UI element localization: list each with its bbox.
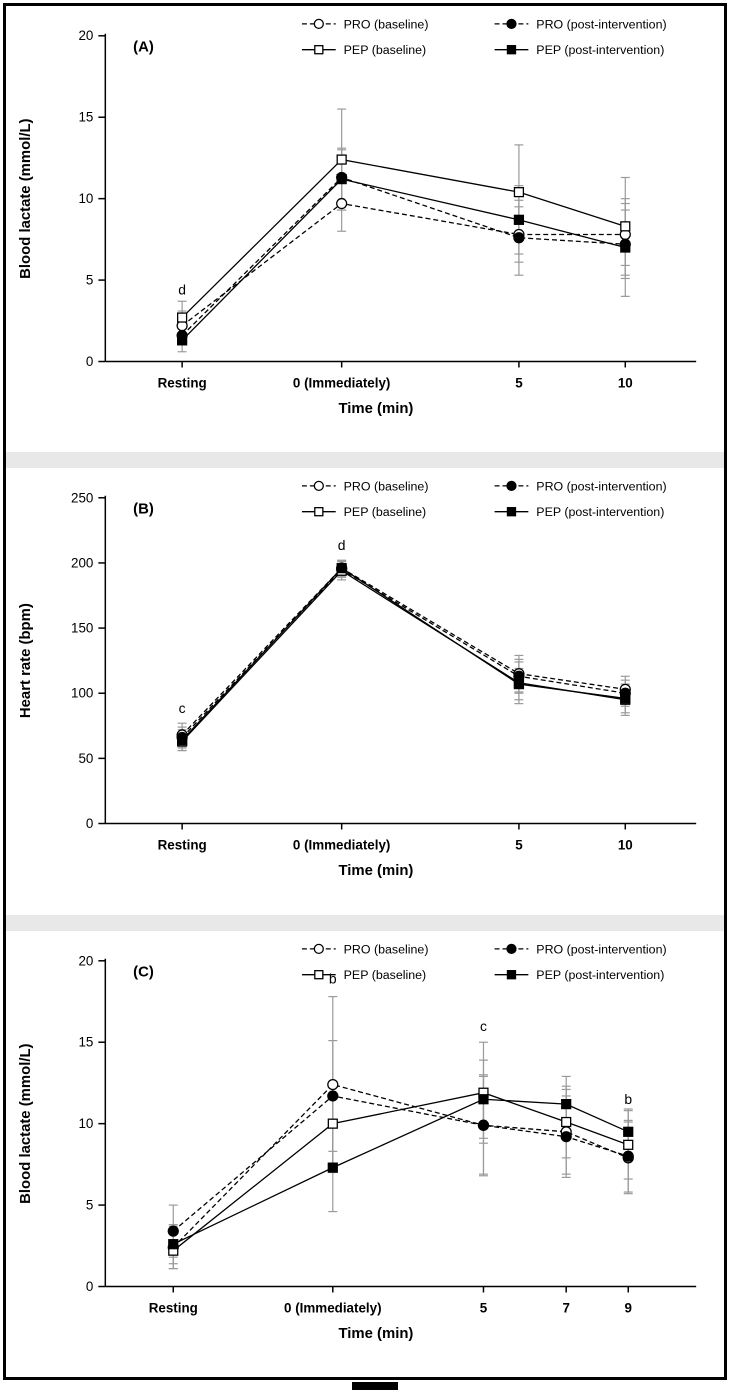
legend-label: PEP (baseline): [343, 967, 427, 982]
legend-marker-open-square: [315, 508, 323, 516]
legend-label: PRO (baseline): [343, 942, 429, 957]
data-point-filled-square: [337, 175, 346, 184]
error-bars: [178, 561, 630, 751]
data-point-filled-circle: [623, 1151, 633, 1161]
data-point-filled-square: [621, 694, 630, 703]
legend-label: PEP (baseline): [343, 43, 427, 58]
data-point-filled-square: [621, 243, 630, 252]
series-line: [182, 570, 625, 738]
sig-annotation: c: [479, 1017, 487, 1034]
panel-b-heart-rate-chart: [6, 468, 724, 914]
y-tick-label: 10: [78, 1115, 94, 1131]
legend-marker-filled-circle: [507, 482, 516, 491]
x-tick-label: Resting: [157, 837, 207, 853]
data-point-filled-square: [178, 736, 187, 745]
legend-label: PRO (post-intervention): [536, 17, 667, 32]
legend-label: PRO (post-intervention): [536, 942, 667, 957]
y-tick-label: 5: [85, 1197, 94, 1213]
legend: [302, 480, 667, 520]
y-tick-label: 200: [71, 555, 94, 571]
legend-label: PEP (post-intervention): [536, 43, 665, 58]
x-axis-title: Time (min): [338, 1325, 414, 1342]
data-point-open-square: [624, 1140, 633, 1149]
panel-divider: [6, 915, 724, 931]
legend: [302, 17, 667, 57]
data-point-filled-circle: [561, 1131, 571, 1141]
legend-marker-filled-circle: [507, 944, 516, 953]
y-tick-label: 0: [85, 353, 94, 369]
chart-panel-(B): [6, 468, 724, 911]
x-tick-label: 9: [624, 1299, 632, 1315]
series-line: [182, 571, 625, 742]
x-tick-label: 10: [617, 837, 633, 853]
data-point-filled-square: [514, 680, 523, 689]
sig-annotation: d: [178, 281, 186, 298]
x-tick-label: 10: [617, 375, 633, 391]
x-tick-label: 7: [562, 1299, 570, 1315]
y-tick-label: 50: [78, 751, 94, 767]
y-tick-label: 250: [71, 490, 94, 506]
panel-label: (C): [133, 964, 154, 981]
panel-c-blood-lactate-chart: [6, 931, 724, 1377]
axes: [98, 34, 696, 368]
sig-annotation: c: [178, 700, 186, 717]
x-axis-title: Time (min): [338, 401, 414, 418]
axes: [98, 496, 696, 830]
y-tick-label: 15: [78, 1034, 94, 1050]
legend: [302, 942, 667, 982]
y-tick-label: 0: [85, 816, 94, 832]
data-point-filled-square: [328, 1163, 337, 1172]
legend-marker-filled-square: [507, 508, 515, 516]
y-axis-title: Blood lactate (mmol/L): [17, 1043, 34, 1204]
data-point-filled-square: [169, 1239, 178, 1248]
legend-marker-filled-square: [507, 46, 515, 54]
y-axis-title: Blood lactate (mmol/L): [17, 118, 34, 279]
x-tick-label: 5: [479, 1299, 488, 1315]
panel-a-blood-lactate-chart: [6, 6, 724, 452]
legend-label: PRO (baseline): [343, 17, 429, 32]
y-tick-label: 100: [71, 686, 94, 702]
data-point-open-square: [514, 188, 523, 197]
legend-marker-filled-square: [507, 970, 515, 978]
data-point-filled-circle: [168, 1226, 178, 1236]
series-line: [182, 179, 625, 340]
x-tick-label: 0 (Immediately): [292, 837, 391, 853]
x-tick-label: Resting: [148, 1299, 198, 1315]
data-point-filled-square: [624, 1127, 633, 1136]
axes: [98, 958, 696, 1292]
y-tick-label: 150: [71, 620, 94, 636]
y-tick-label: 15: [78, 109, 94, 125]
data-point-open-square: [621, 222, 630, 231]
legend-label: PEP (baseline): [343, 505, 427, 520]
series-line: [182, 568, 625, 735]
sig-annotation: d: [337, 537, 346, 554]
data-point-open-square: [337, 155, 346, 164]
x-tick-label: 0 (Immediately): [284, 1299, 382, 1315]
y-tick-label: 5: [85, 272, 94, 288]
data-point-filled-circle: [479, 1120, 489, 1130]
x-tick-label: 5: [515, 375, 523, 391]
x-tick-label: 0 (Immediately): [292, 375, 391, 391]
legend-label: PEP (post-intervention): [536, 505, 665, 520]
legend-label: PEP (post-intervention): [536, 967, 665, 982]
chart-panel-(C): [6, 931, 724, 1374]
y-tick-label: 10: [78, 191, 94, 207]
legend-marker-open-circle: [314, 944, 323, 953]
legend-marker-open-square: [315, 970, 323, 978]
y-tick-label: 0: [85, 1278, 94, 1294]
legend-label: PRO (post-intervention): [536, 479, 667, 494]
x-tick-label: Resting: [157, 375, 207, 391]
sig-annotation: b: [328, 970, 337, 987]
series-line: [182, 160, 625, 318]
data-point-open-circle: [337, 199, 347, 209]
panel-divider: [6, 452, 724, 468]
chart-panel-(A): [6, 6, 724, 449]
figure-frame: [3, 3, 727, 1380]
legend-marker-open-circle: [314, 19, 323, 28]
data-point-filled-circle: [328, 1091, 338, 1101]
data-point-filled-square: [562, 1099, 571, 1108]
panel-label: (A): [133, 39, 154, 56]
legend-marker-open-circle: [314, 482, 323, 491]
series-line: [182, 177, 625, 335]
data-point-filled-square: [514, 215, 523, 224]
y-tick-label: 20: [78, 28, 94, 44]
legend-marker-filled-circle: [507, 19, 516, 28]
legend-marker-open-square: [315, 46, 323, 54]
data-point-filled-circle: [514, 233, 524, 243]
y-axis-title: Heart rate (bpm): [17, 603, 34, 719]
data-point-filled-square: [178, 336, 187, 345]
data-point-open-square: [178, 313, 187, 322]
data-point-open-square: [562, 1117, 571, 1126]
legend-label: PRO (baseline): [343, 479, 429, 494]
page-footer-mark: [352, 1382, 398, 1390]
series-line: [173, 1099, 628, 1244]
data-point-open-square: [328, 1119, 337, 1128]
series-line: [173, 1092, 628, 1250]
x-tick-label: 5: [515, 837, 523, 853]
series-line: [182, 568, 625, 740]
data-point-filled-square: [479, 1094, 488, 1103]
series-line: [182, 204, 625, 326]
data-point-filled-square: [337, 564, 346, 573]
panel-label: (B): [133, 502, 154, 519]
x-axis-title: Time (min): [338, 863, 414, 880]
sig-annotation: b: [624, 1090, 633, 1107]
data-point-open-circle: [328, 1079, 338, 1089]
y-tick-label: 20: [78, 952, 94, 968]
